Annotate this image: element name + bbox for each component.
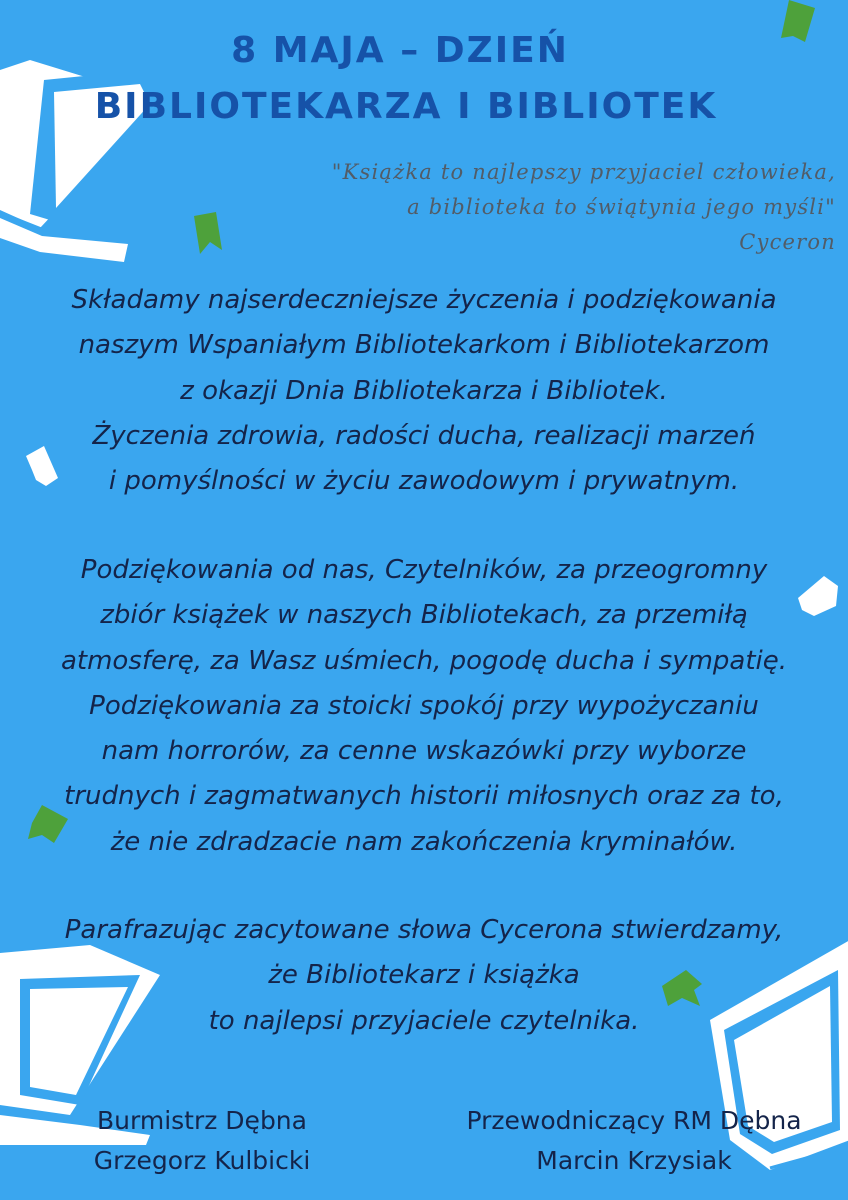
text-line: i pomyślności w życiu zawodowym i prywatnym. [108, 466, 740, 497]
closing-paragraph [0, 908, 848, 1044]
text-line: Składamy najserdeczniejsze życzenia i podziękowania [71, 285, 777, 315]
quote [332, 155, 836, 260]
signature-left [72, 1101, 332, 1181]
text-line: z okazji Dnia Bibliotekarza i Bibliotek. [180, 375, 668, 406]
page-title-line-1: 8 MAJA – DZIEŃ [231, 30, 569, 71]
text-line: nam horrorów, za cenne wskazówki przy wyborze [101, 736, 747, 767]
signature-name: Grzegorz Kulbicki [93, 1146, 311, 1175]
text-line: że nie zdradzacie nam zakończenia kryminałów. [110, 826, 738, 857]
thanks-paragraph [0, 548, 848, 865]
greeting-paragraph [0, 278, 848, 504]
page-title-line-2: BIBLIOTEKARZA I BIBLIOTEK [94, 86, 718, 127]
text-line: trudnych i zagmatwanych historii miłosnych oraz za to, [64, 781, 784, 812]
quote-line-1: "Książka to najlepszy przyjaciel człowieka, [331, 160, 836, 184]
signature-title: Przewodniczący RM Dębna [466, 1106, 802, 1135]
signature-right [448, 1101, 820, 1181]
text-line: to najlepsi przyjaciele czytelnika. [208, 1005, 640, 1036]
quote-author: Cyceron [739, 230, 836, 254]
text-line: Podziękowania od nas, Czytelników, za przeogromny [80, 555, 768, 585]
text-line: Życzenia zdrowia, radości ducha, realizacji marzeń [92, 420, 756, 451]
text-line: że Bibliotekarz i książka [268, 960, 580, 991]
quote-line-2: a biblioteka to świątynia jego myśli" [407, 195, 836, 219]
text-line: zbiór książek w naszych Bibliotekach, za przemiłą [100, 600, 748, 631]
signature-title: Burmistrz Dębna [97, 1106, 307, 1135]
text-line: naszym Wspaniałym Bibliotekarkom i Bibliotekarzom [78, 330, 770, 361]
text-line: Podziękowania za stoicki spokój przy wypożyczaniu [89, 690, 759, 721]
bookmark-icon [194, 212, 224, 256]
text-line: atmosferę, za Wasz uśmiech, pogodę ducha i sympatię. [60, 645, 788, 676]
signature-name: Marcin Krzysiak [536, 1146, 732, 1175]
text-line: Parafrazując zacytowane słowa Cycerona stwierdzamy, [64, 915, 784, 945]
